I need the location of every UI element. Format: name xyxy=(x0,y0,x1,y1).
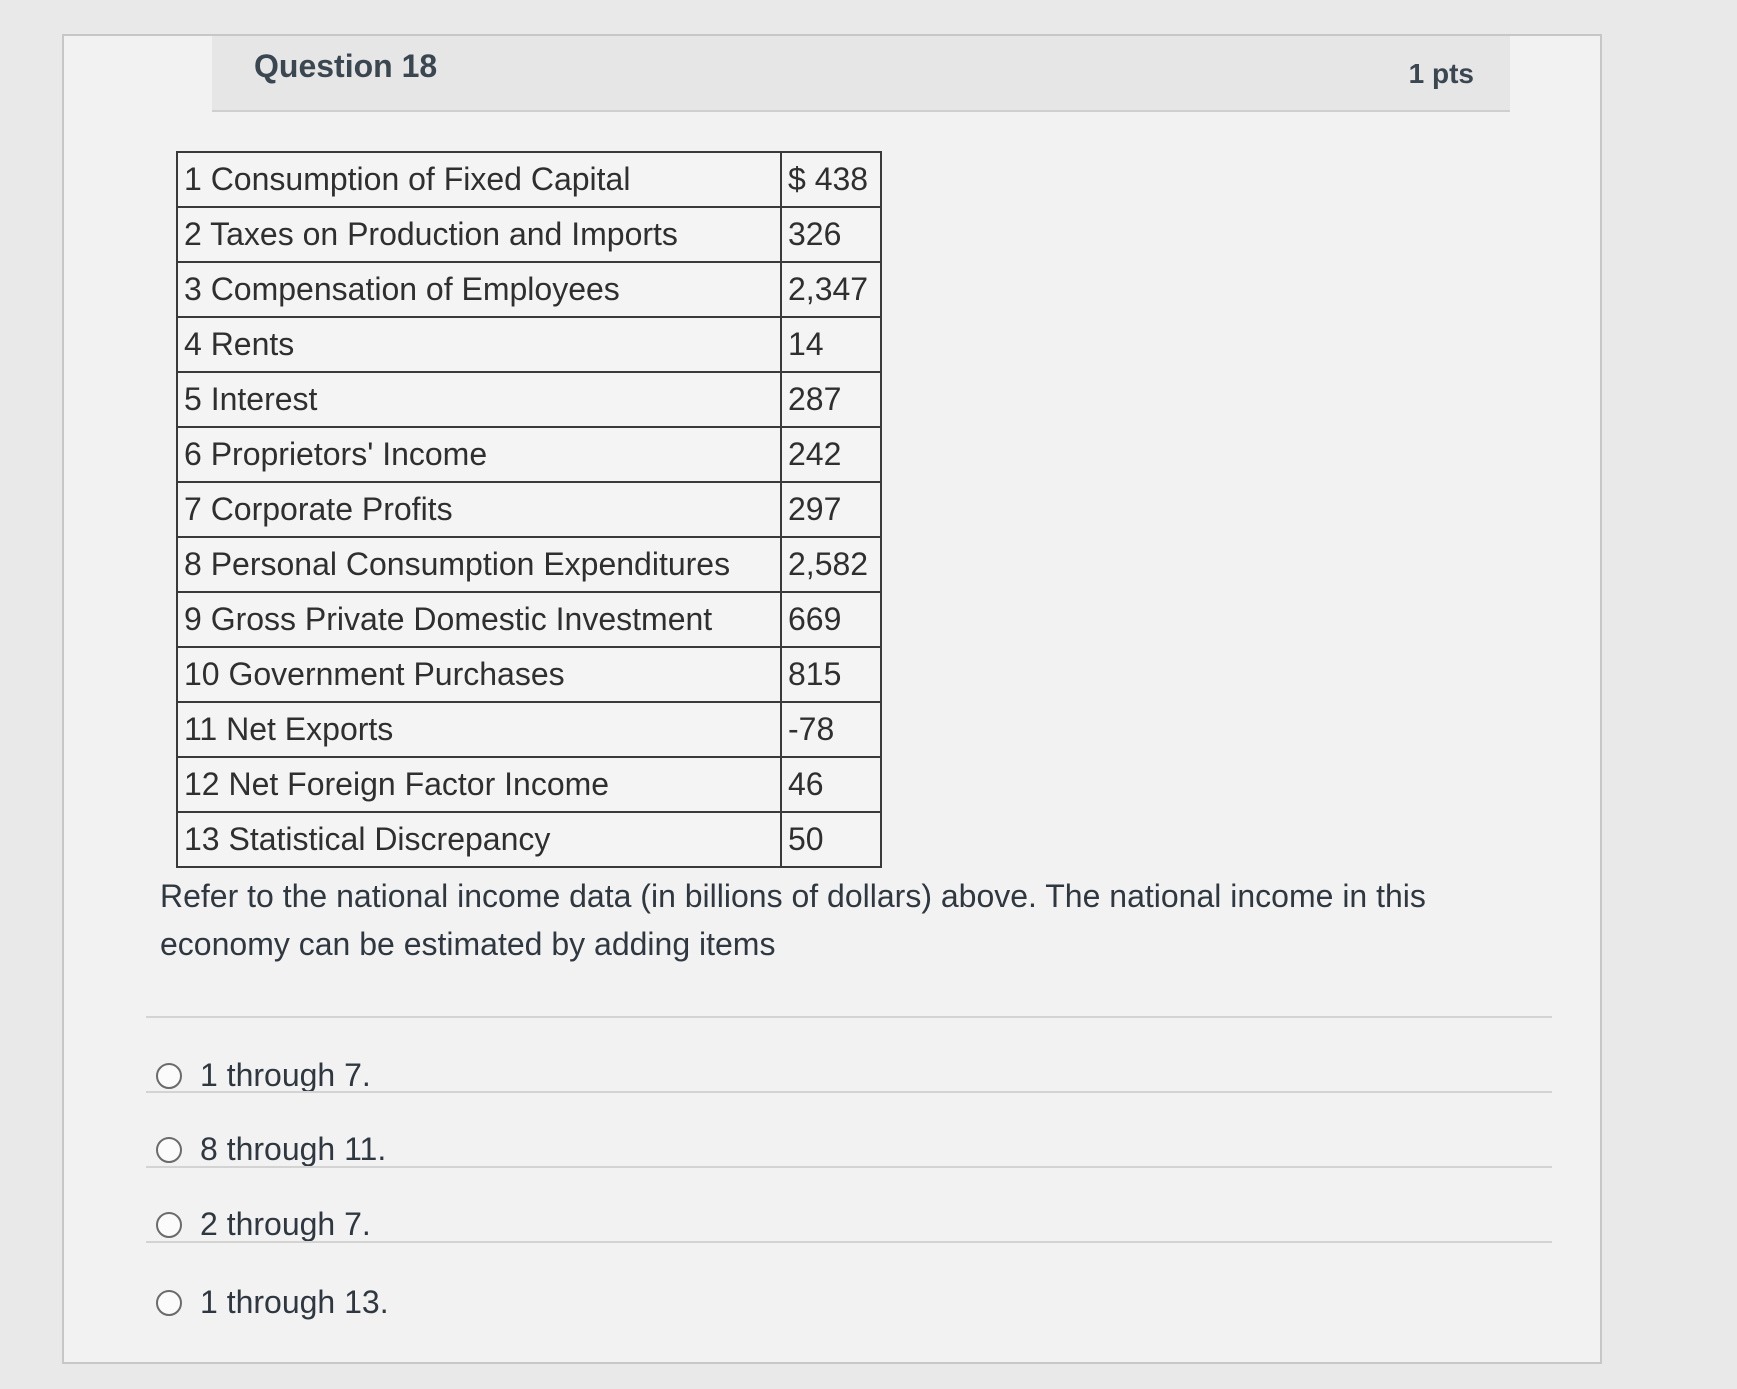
table-row xyxy=(177,207,881,262)
item-label: 5 Interest xyxy=(177,372,781,427)
item-label: 11 Net Exports xyxy=(177,702,781,757)
item-label: 4 Rents xyxy=(177,317,781,372)
answer-label: 1 through 7. xyxy=(200,1057,371,1093)
item-value: 287 xyxy=(781,372,881,427)
table-row xyxy=(177,647,881,702)
item-value: 242 xyxy=(781,427,881,482)
item-value: 2,582 xyxy=(781,537,881,592)
table-row xyxy=(177,372,881,427)
table-row xyxy=(177,152,881,207)
table-row xyxy=(177,757,881,812)
question-card xyxy=(62,34,1602,1364)
item-label: 2 Taxes on Production and Imports xyxy=(177,207,781,262)
item-value: 46 xyxy=(781,757,881,812)
item-value: -78 xyxy=(781,702,881,757)
item-value: $ 438 xyxy=(781,152,881,207)
answer-option-4[interactable] xyxy=(156,1284,389,1321)
table-row xyxy=(177,812,881,867)
answer-option-2[interactable] xyxy=(156,1131,386,1168)
item-label: 6 Proprietors' Income xyxy=(177,427,781,482)
answer-divider xyxy=(146,1091,1552,1093)
item-value: 815 xyxy=(781,647,881,702)
national-income-table xyxy=(176,151,882,868)
table-row xyxy=(177,482,881,537)
table-row xyxy=(177,427,881,482)
item-value: 2,347 xyxy=(781,262,881,317)
item-label: 3 Compensation of Employees xyxy=(177,262,781,317)
question-title: Question 18 xyxy=(254,48,438,84)
item-value: 14 xyxy=(781,317,881,372)
item-label: 1 Consumption of Fixed Capital xyxy=(177,152,781,207)
answer-divider xyxy=(146,1166,1552,1168)
item-value: 669 xyxy=(781,592,881,647)
table-row xyxy=(177,537,881,592)
question-points: 1 pts xyxy=(1408,58,1474,89)
item-value: 297 xyxy=(781,482,881,537)
answer-label: 1 through 13. xyxy=(200,1284,389,1320)
table-row xyxy=(177,702,881,757)
answer-label: 2 through 7. xyxy=(200,1206,371,1242)
answer-label: 8 through 11. xyxy=(200,1131,387,1167)
answer-option-1[interactable] xyxy=(156,1057,371,1094)
answer-divider xyxy=(146,1016,1552,1018)
question-header xyxy=(212,36,1510,112)
item-value: 326 xyxy=(781,207,881,262)
item-label: 12 Net Foreign Factor Income xyxy=(177,757,781,812)
answer-option-3[interactable] xyxy=(156,1206,371,1243)
table-row xyxy=(177,262,881,317)
item-value: 50 xyxy=(781,812,881,867)
radio-button[interactable] xyxy=(156,1290,182,1316)
table-row xyxy=(177,592,881,647)
answer-divider xyxy=(146,1241,1552,1243)
item-label: 7 Corporate Profits xyxy=(177,482,781,537)
radio-button[interactable] xyxy=(156,1137,182,1163)
item-label: 8 Personal Consumption Expenditures xyxy=(177,537,781,592)
item-label: 13 Statistical Discrepancy xyxy=(177,812,781,867)
question-prompt: Refer to the national income data (in billions of dollars) above. The national income in this economy can be estimated by adding items xyxy=(160,878,1426,962)
radio-button[interactable] xyxy=(156,1063,182,1089)
table-row xyxy=(177,317,881,372)
radio-button[interactable] xyxy=(156,1212,182,1238)
item-label: 9 Gross Private Domestic Investment xyxy=(177,592,781,647)
item-label: 10 Government Purchases xyxy=(177,647,781,702)
